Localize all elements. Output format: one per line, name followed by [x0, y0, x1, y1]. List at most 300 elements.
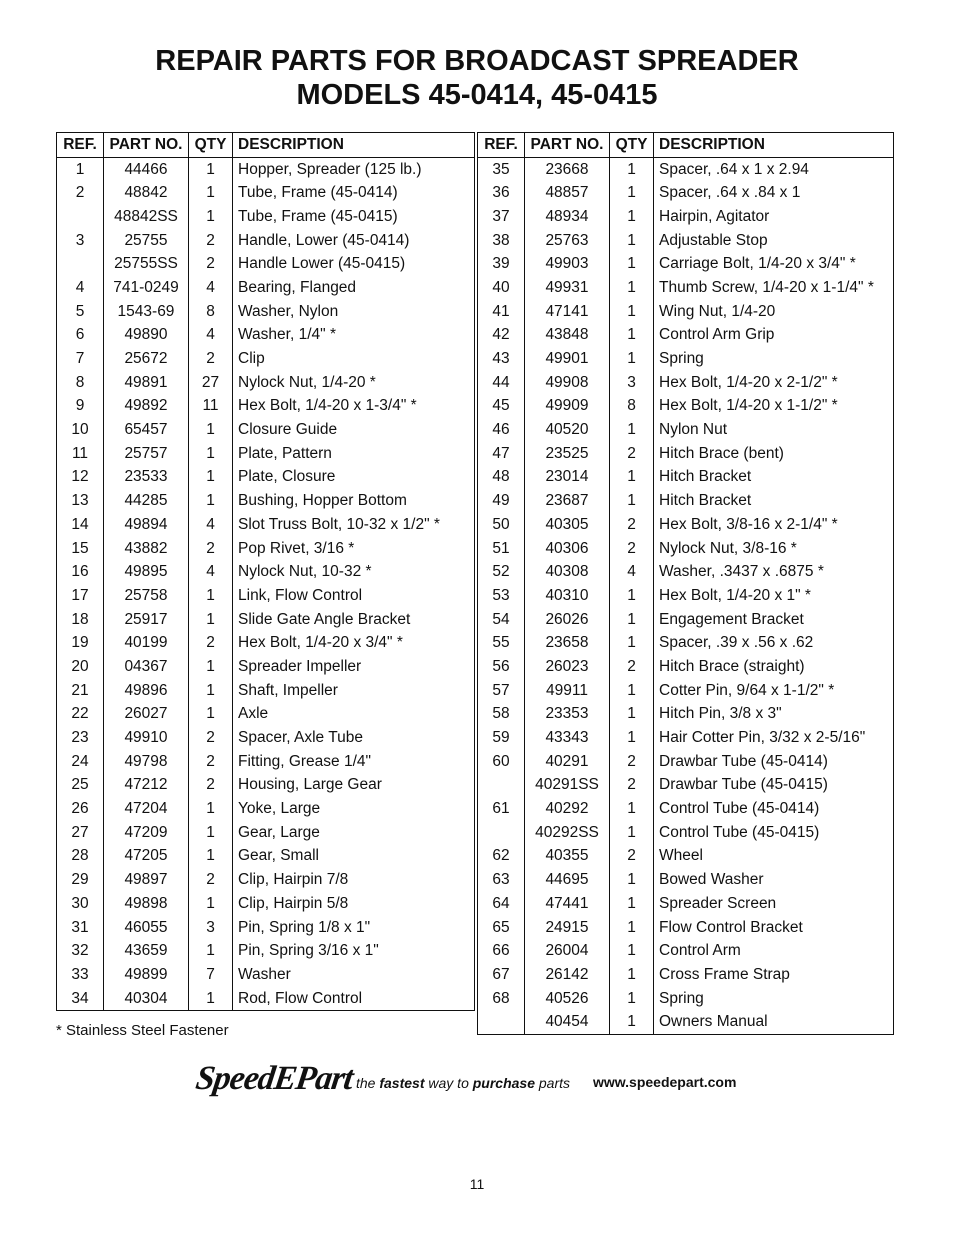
description-cell: Nylock Nut, 10-32 * — [233, 560, 475, 584]
ref-cell: 52 — [478, 560, 525, 584]
part-no-cell: 23525 — [525, 442, 610, 466]
table-row — [57, 726, 475, 750]
qty-cell: 1 — [610, 205, 654, 229]
part-no-cell: 40355 — [525, 845, 610, 869]
table-row — [478, 466, 894, 490]
table-row — [478, 631, 894, 655]
description-cell: Hitch Brace (straight) — [654, 655, 894, 679]
qty-cell: 2 — [189, 774, 233, 798]
part-no-cell: 25757 — [104, 442, 189, 466]
table-row — [57, 560, 475, 584]
description-cell: Fitting, Grease 1/4" — [233, 750, 475, 774]
table-row — [478, 584, 894, 608]
qty-cell: 2 — [189, 537, 233, 561]
qty-cell: 1 — [610, 797, 654, 821]
qty-cell: 11 — [189, 395, 233, 419]
ref-cell: 36 — [478, 181, 525, 205]
table-row — [57, 821, 475, 845]
description-cell: Hex Bolt, 1/4-20 x 1-3/4" * — [233, 395, 475, 419]
part-no-cell: 49911 — [525, 679, 610, 703]
part-no-cell: 49892 — [104, 395, 189, 419]
part-no-cell: 25763 — [525, 229, 610, 253]
description-cell: Hopper, Spreader (125 lb.) — [233, 157, 475, 181]
table-row — [478, 916, 894, 940]
description-cell: Closure Guide — [233, 418, 475, 442]
qty-cell: 3 — [189, 916, 233, 940]
table-row — [478, 726, 894, 750]
ref-cell: 10 — [57, 418, 104, 442]
description-cell: Spring — [654, 347, 894, 371]
brand-url: www.speedepart.com — [593, 1074, 737, 1090]
parts-table-right — [477, 132, 894, 1035]
ref-cell: 64 — [478, 892, 525, 916]
part-no-cell: 40454 — [525, 1010, 610, 1034]
part-no-cell: 49894 — [104, 513, 189, 537]
table-row — [57, 537, 475, 561]
qty-cell: 1 — [189, 584, 233, 608]
table-row — [57, 916, 475, 940]
part-no-cell: 25755 — [104, 229, 189, 253]
ref-cell: 12 — [57, 466, 104, 490]
table-row — [478, 750, 894, 774]
description-cell: Washer, .3437 x .6875 * — [654, 560, 894, 584]
part-no-cell: 25755SS — [104, 252, 189, 276]
description-cell: Axle — [233, 703, 475, 727]
qty-header: QTY — [610, 133, 654, 158]
qty-cell: 1 — [610, 679, 654, 703]
table-row — [478, 608, 894, 632]
page-title-line2: MODELS 45-0414, 45-0415 — [296, 79, 658, 111]
part-no-cell: 40292SS — [525, 821, 610, 845]
qty-cell: 1 — [610, 181, 654, 205]
ref-cell: 68 — [478, 987, 525, 1011]
ref-cell: 56 — [478, 655, 525, 679]
ref-cell: 18 — [57, 608, 104, 632]
qty-cell: 1 — [610, 892, 654, 916]
qty-cell: 4 — [189, 276, 233, 300]
ref-cell: 25 — [57, 774, 104, 798]
ref-cell: 60 — [478, 750, 525, 774]
description-cell: Link, Flow Control — [233, 584, 475, 608]
description-cell: Control Arm — [654, 939, 894, 963]
qty-cell: 2 — [189, 750, 233, 774]
description-header: DESCRIPTION — [654, 133, 894, 158]
part-no-cell: 48842SS — [104, 205, 189, 229]
ref-cell: 23 — [57, 726, 104, 750]
description-cell: Clip, Hairpin 5/8 — [233, 892, 475, 916]
description-cell: Rod, Flow Control — [233, 987, 475, 1011]
table-row — [57, 418, 475, 442]
ref-cell: 47 — [478, 442, 525, 466]
table-row — [478, 560, 894, 584]
qty-cell: 1 — [610, 868, 654, 892]
part-no-cell: 40520 — [525, 418, 610, 442]
part-no-cell: 40304 — [104, 987, 189, 1011]
qty-cell: 7 — [189, 963, 233, 987]
description-cell: Bushing, Hopper Bottom — [233, 489, 475, 513]
table-row — [57, 229, 475, 253]
table-row — [478, 300, 894, 324]
table-row — [478, 1010, 894, 1034]
qty-cell: 4 — [610, 560, 654, 584]
part-no-cell: 49909 — [525, 395, 610, 419]
ref-cell: 6 — [57, 324, 104, 348]
part-no-cell: 49910 — [104, 726, 189, 750]
description-cell: Washer, Nylon — [233, 300, 475, 324]
ref-cell: 45 — [478, 395, 525, 419]
part-no-cell: 25758 — [104, 584, 189, 608]
qty-cell: 1 — [610, 252, 654, 276]
description-cell: Tube, Frame (45-0415) — [233, 205, 475, 229]
part-no-cell: 23687 — [525, 489, 610, 513]
part-no-cell: 49901 — [525, 347, 610, 371]
part-no-cell: 46055 — [104, 916, 189, 940]
table-row — [478, 987, 894, 1011]
description-cell: Hair Cotter Pin, 3/32 x 2-5/16" — [654, 726, 894, 750]
description-cell: Pop Rivet, 3/16 * — [233, 537, 475, 561]
ref-cell: 32 — [57, 939, 104, 963]
description-cell: Flow Control Bracket — [654, 916, 894, 940]
table-row — [57, 963, 475, 987]
description-cell: Hitch Bracket — [654, 489, 894, 513]
table-row — [478, 892, 894, 916]
qty-cell: 1 — [610, 584, 654, 608]
ref-cell: 20 — [57, 655, 104, 679]
qty-cell: 1 — [189, 205, 233, 229]
table-row — [57, 181, 475, 205]
part-no-cell: 04367 — [104, 655, 189, 679]
table-row — [57, 703, 475, 727]
ref-cell: 54 — [478, 608, 525, 632]
qty-cell: 4 — [189, 560, 233, 584]
part-no-cell: 43659 — [104, 939, 189, 963]
table-row — [478, 489, 894, 513]
ref-cell: 61 — [478, 797, 525, 821]
description-cell: Hitch Bracket — [654, 466, 894, 490]
table-row — [478, 229, 894, 253]
table-row — [478, 205, 894, 229]
table-row — [57, 750, 475, 774]
table-row — [478, 324, 894, 348]
part-no-cell: 40310 — [525, 584, 610, 608]
table-row — [57, 205, 475, 229]
part-no-cell: 741-0249 — [104, 276, 189, 300]
ref-cell: 46 — [478, 418, 525, 442]
description-cell: Nylock Nut, 1/4-20 * — [233, 371, 475, 395]
qty-cell: 1 — [610, 726, 654, 750]
qty-cell: 2 — [189, 726, 233, 750]
qty-cell: 2 — [610, 537, 654, 561]
description-cell: Hex Bolt, 3/8-16 x 2-1/4" * — [654, 513, 894, 537]
table-row — [478, 821, 894, 845]
part-no-cell: 23658 — [525, 631, 610, 655]
table-row — [57, 655, 475, 679]
qty-cell: 2 — [610, 442, 654, 466]
qty-cell: 1 — [610, 631, 654, 655]
ref-cell: 53 — [478, 584, 525, 608]
table-row — [57, 157, 475, 181]
qty-cell: 1 — [189, 608, 233, 632]
part-no-cell: 1543-69 — [104, 300, 189, 324]
table-row — [478, 157, 894, 181]
part-no-cell: 49897 — [104, 868, 189, 892]
qty-cell: 1 — [189, 679, 233, 703]
description-cell: Clip — [233, 347, 475, 371]
ref-cell: 9 — [57, 395, 104, 419]
qty-cell: 1 — [189, 892, 233, 916]
description-cell: Tube, Frame (45-0414) — [233, 181, 475, 205]
qty-cell: 1 — [610, 1010, 654, 1034]
description-cell: Shaft, Impeller — [233, 679, 475, 703]
table-row — [478, 347, 894, 371]
qty-cell: 1 — [189, 466, 233, 490]
qty-cell: 1 — [189, 797, 233, 821]
speedepart-logo: SpeedEPart — [193, 1060, 355, 1097]
qty-cell: 2 — [610, 845, 654, 869]
qty-cell: 1 — [610, 324, 654, 348]
qty-cell: 27 — [189, 371, 233, 395]
part-no-cell: 49896 — [104, 679, 189, 703]
ref-cell: 21 — [57, 679, 104, 703]
table-row — [57, 987, 475, 1011]
ref-cell — [478, 1010, 525, 1034]
ref-cell: 27 — [57, 821, 104, 845]
description-cell: Hex Bolt, 1/4-20 x 2-1/2" * — [654, 371, 894, 395]
qty-cell: 1 — [189, 655, 233, 679]
table-row — [478, 442, 894, 466]
ref-cell: 30 — [57, 892, 104, 916]
ref-header: REF. — [57, 133, 104, 158]
table-row — [57, 276, 475, 300]
description-cell: Clip, Hairpin 7/8 — [233, 868, 475, 892]
ref-cell: 67 — [478, 963, 525, 987]
ref-cell: 35 — [478, 157, 525, 181]
ref-cell: 13 — [57, 489, 104, 513]
brand-tagline: the fastest way to purchase parts — [356, 1075, 571, 1091]
part-no-cell: 44285 — [104, 489, 189, 513]
table-row — [57, 868, 475, 892]
part-no-cell: 49895 — [104, 560, 189, 584]
ref-cell: 2 — [57, 181, 104, 205]
description-cell: Pin, Spring 3/16 x 1" — [233, 939, 475, 963]
table-row — [478, 655, 894, 679]
qty-header: QTY — [189, 133, 233, 158]
part-no-cell: 25672 — [104, 347, 189, 371]
qty-cell: 1 — [189, 939, 233, 963]
part-no-cell: 47212 — [104, 774, 189, 798]
description-cell: Spring — [654, 987, 894, 1011]
ref-cell: 5 — [57, 300, 104, 324]
ref-cell: 8 — [57, 371, 104, 395]
ref-cell: 28 — [57, 845, 104, 869]
footnote: * Stainless Steel Fastener — [56, 1022, 229, 1039]
description-cell: Gear, Small — [233, 845, 475, 869]
part-no-cell: 47141 — [525, 300, 610, 324]
description-cell: Gear, Large — [233, 821, 475, 845]
part-no-cell: 23533 — [104, 466, 189, 490]
table-row — [57, 466, 475, 490]
ref-cell — [478, 774, 525, 798]
table-row — [57, 300, 475, 324]
description-cell: Control Arm Grip — [654, 324, 894, 348]
qty-cell: 2 — [610, 750, 654, 774]
table-row — [478, 395, 894, 419]
part-no-cell: 40308 — [525, 560, 610, 584]
table-row — [57, 608, 475, 632]
table-row — [57, 774, 475, 798]
table-row — [57, 845, 475, 869]
table-row — [478, 276, 894, 300]
part-no-cell: 49899 — [104, 963, 189, 987]
description-cell: Wheel — [654, 845, 894, 869]
qty-cell: 8 — [189, 300, 233, 324]
part-no-cell: 48934 — [525, 205, 610, 229]
ref-cell: 62 — [478, 845, 525, 869]
qty-cell: 1 — [610, 963, 654, 987]
ref-cell: 29 — [57, 868, 104, 892]
part-no-cell: 40305 — [525, 513, 610, 537]
page-number: 11 — [469, 1176, 485, 1192]
qty-cell: 1 — [610, 916, 654, 940]
ref-cell: 40 — [478, 276, 525, 300]
ref-cell: 58 — [478, 703, 525, 727]
table-row — [57, 347, 475, 371]
table-row — [478, 797, 894, 821]
ref-cell: 37 — [478, 205, 525, 229]
qty-cell: 1 — [189, 703, 233, 727]
description-cell: Hitch Pin, 3/8 x 3" — [654, 703, 894, 727]
table-row — [57, 631, 475, 655]
ref-header: REF. — [478, 133, 525, 158]
ref-cell: 65 — [478, 916, 525, 940]
description-cell: Bowed Washer — [654, 868, 894, 892]
qty-cell: 1 — [189, 181, 233, 205]
table-row — [57, 584, 475, 608]
part-no-cell: 26027 — [104, 703, 189, 727]
ref-cell: 42 — [478, 324, 525, 348]
qty-cell: 1 — [189, 489, 233, 513]
part-no-cell: 49931 — [525, 276, 610, 300]
table-header-row — [478, 133, 894, 158]
qty-cell: 1 — [610, 987, 654, 1011]
part-no-cell: 23353 — [525, 703, 610, 727]
part-no-cell: 65457 — [104, 418, 189, 442]
part-no-cell: 47205 — [104, 845, 189, 869]
qty-cell: 1 — [610, 418, 654, 442]
table-header-row — [57, 133, 475, 158]
description-cell: Yoke, Large — [233, 797, 475, 821]
qty-cell: 4 — [189, 513, 233, 537]
qty-cell: 1 — [189, 987, 233, 1011]
ref-cell: 44 — [478, 371, 525, 395]
description-cell: Spreader Impeller — [233, 655, 475, 679]
ref-cell: 51 — [478, 537, 525, 561]
description-cell: Plate, Pattern — [233, 442, 475, 466]
ref-cell: 7 — [57, 347, 104, 371]
table-row — [478, 963, 894, 987]
table-row — [57, 324, 475, 348]
ref-cell: 31 — [57, 916, 104, 940]
ref-cell: 24 — [57, 750, 104, 774]
part-no-cell: 40526 — [525, 987, 610, 1011]
table-row — [478, 939, 894, 963]
part-no-cell: 47441 — [525, 892, 610, 916]
ref-cell: 49 — [478, 489, 525, 513]
ref-cell: 50 — [478, 513, 525, 537]
table-row — [478, 868, 894, 892]
qty-cell: 1 — [610, 466, 654, 490]
ref-cell — [57, 205, 104, 229]
part-no-cell: 26026 — [525, 608, 610, 632]
ref-cell: 26 — [57, 797, 104, 821]
qty-cell: 4 — [189, 324, 233, 348]
description-cell: Slot Truss Bolt, 10-32 x 1/2" * — [233, 513, 475, 537]
ref-cell: 39 — [478, 252, 525, 276]
description-cell: Hex Bolt, 1/4-20 x 1-1/2" * — [654, 395, 894, 419]
part-no-cell: 49903 — [525, 252, 610, 276]
part-no-cell: 26004 — [525, 939, 610, 963]
ref-cell: 43 — [478, 347, 525, 371]
qty-cell: 2 — [189, 631, 233, 655]
part-no-cell: 44695 — [525, 868, 610, 892]
part-no-cell: 49898 — [104, 892, 189, 916]
description-cell: Hex Bolt, 1/4-20 x 3/4" * — [233, 631, 475, 655]
ref-cell: 55 — [478, 631, 525, 655]
table-row — [57, 797, 475, 821]
part-no-cell: 40199 — [104, 631, 189, 655]
ref-cell: 15 — [57, 537, 104, 561]
part-no-cell: 26023 — [525, 655, 610, 679]
table-row — [57, 939, 475, 963]
description-cell: Control Tube (45-0414) — [654, 797, 894, 821]
description-cell: Spacer, Axle Tube — [233, 726, 475, 750]
ref-cell: 3 — [57, 229, 104, 253]
description-cell: Hex Bolt, 1/4-20 x 1" * — [654, 584, 894, 608]
ref-cell: 59 — [478, 726, 525, 750]
description-cell: Nylon Nut — [654, 418, 894, 442]
ref-cell: 1 — [57, 157, 104, 181]
table-row — [57, 371, 475, 395]
description-cell: Hitch Brace (bent) — [654, 442, 894, 466]
table-row — [57, 442, 475, 466]
qty-cell: 1 — [610, 347, 654, 371]
part-no-cell: 49890 — [104, 324, 189, 348]
part-no-cell: 49798 — [104, 750, 189, 774]
ref-cell: 63 — [478, 868, 525, 892]
qty-cell: 1 — [610, 300, 654, 324]
ref-cell: 11 — [57, 442, 104, 466]
qty-cell: 1 — [610, 229, 654, 253]
description-cell: Plate, Closure — [233, 466, 475, 490]
description-cell: Hairpin, Agitator — [654, 205, 894, 229]
qty-cell: 2 — [189, 252, 233, 276]
part-no-cell: 40291 — [525, 750, 610, 774]
qty-cell: 1 — [610, 276, 654, 300]
description-cell: Adjustable Stop — [654, 229, 894, 253]
qty-cell: 2 — [610, 774, 654, 798]
part-no-cell: 43343 — [525, 726, 610, 750]
description-cell: Carriage Bolt, 1/4-20 x 3/4" * — [654, 252, 894, 276]
qty-cell: 1 — [610, 703, 654, 727]
parts-table-left — [56, 132, 475, 1011]
part-no-cell: 23014 — [525, 466, 610, 490]
part-no-cell: 48842 — [104, 181, 189, 205]
ref-cell: 22 — [57, 703, 104, 727]
table-row — [57, 892, 475, 916]
table-row — [478, 537, 894, 561]
description-cell: Washer — [233, 963, 475, 987]
qty-cell: 1 — [189, 418, 233, 442]
